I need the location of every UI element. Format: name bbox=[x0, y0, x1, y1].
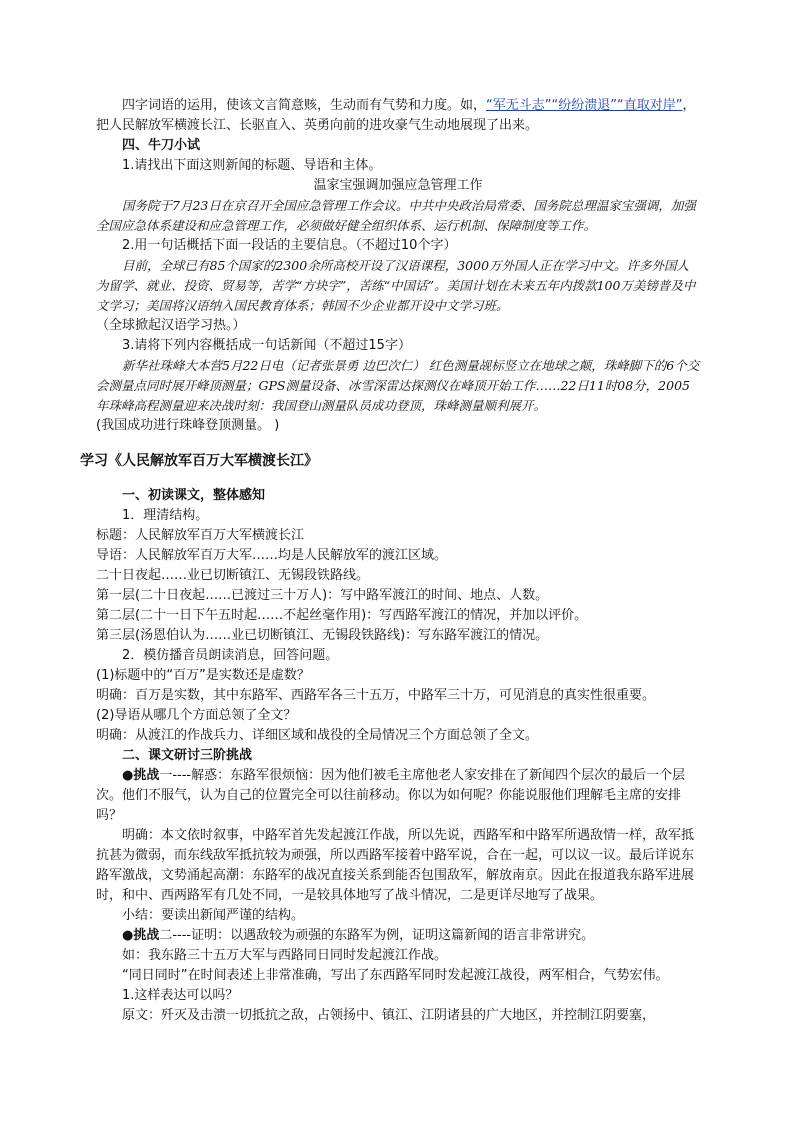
sub-answer-1: 明确：百万是实数，其中东路军、西路军各三十五万，中路军三十万，可见消息的真实性很重要。 bbox=[96, 688, 656, 703]
sub-question-2: (2)导语从哪几个方面总领了全文？ bbox=[96, 708, 297, 723]
example-note: “同日同时”在时间表述上非常准确，写出了东西路军同时发起渡江战役，两军相合，气势宏伟。 bbox=[122, 968, 669, 983]
passage-3: 新华社珠峰大本营5月22日电（记者张景勇 边巴次仁） 红色测量觇标竖立在地球之颠，珠峰脚下的6个交会测量点同时展开峰顶测量；GPS测量设备、冰雪深雷达探测仪在峰顶开始工作……22日11时08分，2005年珠峰高程测量迎来决战时刻：我国登山测量队员成功登顶，珠峰测量顺利展开。 bbox=[96, 358, 700, 413]
challenge-label: 挑战 bbox=[133, 928, 160, 943]
question-3: 3.请将下列内容概括成一句话新闻（不超过15字） bbox=[122, 338, 411, 353]
example: 如：我东路三十五万大军与西路同日同时发起渡江作战。 bbox=[122, 948, 448, 963]
original-text: 原文：歼灭及击溃一切抵抗之敌，占领扬中、镇江、江阴诸县的广大地区，并控制江阴要塞， bbox=[122, 1008, 656, 1023]
section-heading-1: 一、初读课文，整体感知 bbox=[122, 488, 266, 503]
quote-link-1: “军无斗志” bbox=[486, 98, 552, 113]
text: ，把人民解放军横渡长江、长驱直入、英勇向前的进攻豪气生动地展现了出来。 bbox=[96, 98, 696, 133]
sub-answer-2: 明确：从渡江的作战兵力、详细区域和战役的全局情况三个方面总领了全文。 bbox=[96, 728, 539, 743]
body-line: 二十日夜起……业已切断镇江、无锡段铁路线。 bbox=[96, 568, 370, 583]
section-heading: 四、牛刀小试 bbox=[122, 138, 201, 153]
summary: 小结：要读出新闻严谨的结构。 bbox=[122, 908, 305, 923]
answer-2: （全球掀起汉语学习热。） bbox=[96, 318, 246, 333]
quote-link-2: “纷纷溃退” bbox=[551, 98, 617, 113]
sub-question-1: (1)标题中的“百万”是实数还是虚数？ bbox=[96, 668, 310, 683]
challenge-text: 二----证明：以遇敌较为顽强的东路军为例，证明这篇新闻的语言非常讲究。 bbox=[159, 928, 595, 943]
passage-2: 目前，全球已有85个国家的2300余所高校开设了汉语课程，3000万外国人正在学习中文。许多外国人为留学、就业、投资、贸易等，苦学“方块字”，苦练“中国话”。美国计划在未来五年内拨款100万美镑普及中文学习；美国将汉语纳入国民教育体系；韩国不少企业都开设中文学习班。 bbox=[96, 258, 696, 313]
document-content bbox=[80, 96, 700, 1026]
challenge-text: 一----解惑：东路军很烦恼：因为他们被毛主席他老人家安排在了新闻四个层次的最后一个层次。他们不服气，认为自己的位置完全可以往前移动。你以为如何呢？你能说服他们理解毛主席的安排吗？ bbox=[96, 768, 686, 823]
answer-3: (我国成功进行珠峰登顶测量。 ) bbox=[96, 418, 280, 433]
question-2: 2.用一句话概括下面一段话的主要信息。（不超过10个字） bbox=[122, 238, 457, 253]
question-ok: 1.这样表达可以吗？ bbox=[122, 988, 239, 1003]
challenge-1-answer: 明确：本文依时叙事，中路军首先发起渡江作战，所以先说，西路军和中路军所遇敌情一样，敌军抵抗甚为微弱，而东线敌军抵抗较为顽强，所以西路军接着中路军说，合在一起，可以议一议。最后详说东路军激战，文势涌起高潮：东路军的战况直接关系到能否包围敌军，解放南京。因此在报道我东路军进展时，和中、西两路军有几处不同，一是较具体地写了战斗情况，二是更详尽地写了战果。 bbox=[96, 828, 695, 903]
bullet-icon bbox=[122, 768, 133, 783]
layer-1: 第一层(二十日夜起……已渡过三十万人)：写中路军渡江的时间、地点、人数。 bbox=[96, 588, 549, 603]
layer-3: 第三层(汤恩伯认为……业已切断镇江、无锡段铁路线)：写东路军渡江的情况。 bbox=[96, 628, 549, 643]
section-heading-2: 二、课文研讨三阶挑战 bbox=[122, 748, 253, 763]
paragraph-four-char-words bbox=[96, 96, 700, 136]
text: 四字词语的运用，使该文言简意赅，生动而有气势和力度。如， bbox=[122, 98, 487, 113]
challenge-1 bbox=[96, 766, 700, 826]
title-line: 标题：人民解放军百万大军横渡长江 bbox=[96, 528, 305, 543]
item-read-aloud: 2．模仿播音员朗读消息，回答问题。 bbox=[122, 648, 339, 663]
news-body: 国务院于7月23日在京召开全国应急管理工作会议。中共中央政治局常委、国务院总理温家宝强调，加强全国应急体系建设和应急管理工作，必须做好健全组织体系、运行机制、保障制度等工作。 bbox=[96, 198, 696, 233]
quote-link-3: “直取对岸” bbox=[616, 98, 683, 113]
bullet-icon bbox=[122, 928, 133, 943]
challenge-2 bbox=[96, 926, 700, 946]
study-title: 学习《人民解放军百万大军横渡长江》 bbox=[80, 453, 318, 469]
lead-line: 导语：人民解放军百万大军……均是人民解放军的渡江区域。 bbox=[96, 548, 448, 563]
item-structure: 1．理清结构。 bbox=[122, 508, 209, 523]
news-title: 温家宝强调加强应急管理工作 bbox=[313, 178, 483, 193]
question-1: 1.请找出下面这则新闻的标题、导语和主体。 bbox=[122, 158, 382, 173]
challenge-label: 挑战 bbox=[133, 768, 160, 783]
layer-2: 第二层(二十一日下午五时起……不起丝毫作用)：写西路军渡江的情况，并加以评价。 bbox=[96, 608, 588, 623]
